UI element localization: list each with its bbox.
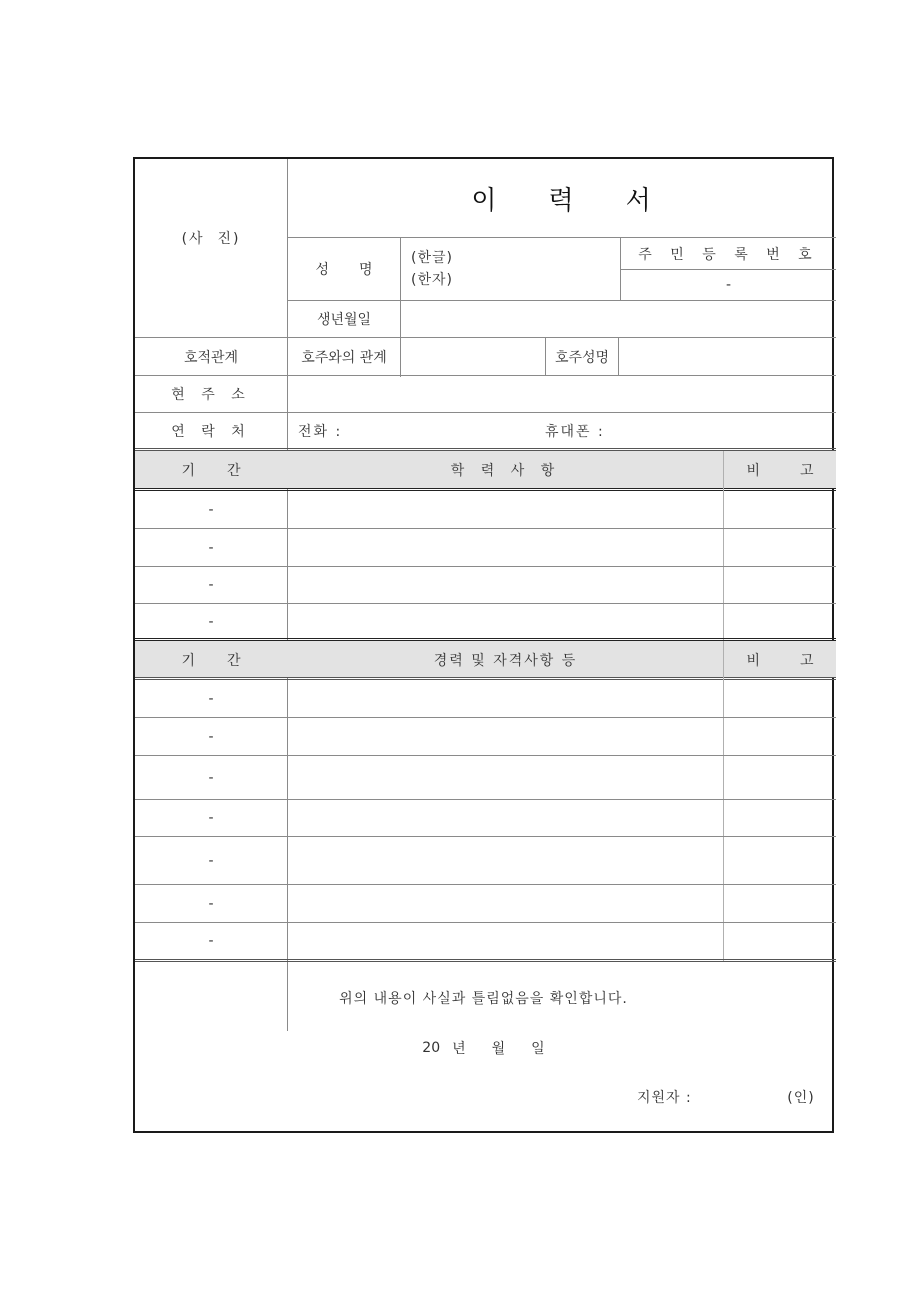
- career-row-4-period[interactable]: -: [208, 810, 214, 826]
- career-row-1-period[interactable]: -: [208, 690, 214, 707]
- name-hangul-label: (한글): [411, 250, 453, 266]
- career-row-1-content[interactable]: [288, 680, 723, 717]
- career-period-header: 기 간: [181, 652, 241, 669]
- seal-label: (인): [787, 1090, 815, 1106]
- career-content-header: 경력 및 자격사항 등: [433, 652, 578, 669]
- photo-label: (사 진): [181, 231, 241, 247]
- career-row-4-note[interactable]: [724, 800, 836, 836]
- career-note-header: 비 고: [746, 652, 814, 669]
- date-line: 20 년 월 일: [422, 1040, 545, 1057]
- career-row-6-period[interactable]: -: [208, 895, 214, 912]
- career-row-7-period[interactable]: -: [208, 933, 214, 949]
- career-row-6-note[interactable]: [724, 885, 836, 922]
- career-row-2-note[interactable]: [724, 718, 836, 755]
- career-row-5-note[interactable]: [724, 837, 836, 884]
- birth-label: 생년월일: [316, 312, 372, 328]
- education-row-4-note[interactable]: [724, 604, 836, 639]
- career-row-2-period[interactable]: -: [208, 728, 214, 745]
- career-row-6-content[interactable]: [288, 885, 723, 922]
- education-row-2-period[interactable]: -: [208, 539, 214, 556]
- career-row-5-content[interactable]: [288, 837, 723, 884]
- education-row-2-note[interactable]: [724, 529, 836, 566]
- education-content-header: 학 력 사 항: [450, 462, 561, 479]
- phone-label: 전화 :: [298, 424, 343, 440]
- mobile-field[interactable]: [535, 413, 836, 449]
- career-row-3-note[interactable]: [724, 756, 836, 799]
- career-row-5-period[interactable]: -: [208, 852, 214, 869]
- relation-label: 호주와의 관계: [301, 349, 387, 366]
- education-note-header: 비 고: [746, 462, 814, 479]
- career-row-3-period[interactable]: -: [208, 769, 214, 786]
- career-row-4-content[interactable]: [288, 800, 723, 836]
- photo-area[interactable]: [135, 159, 287, 337]
- education-row-1-content[interactable]: [288, 491, 723, 528]
- name-field[interactable]: [401, 238, 620, 300]
- head-name-label: 호주성명: [554, 349, 610, 366]
- education-period-header: 기 간: [181, 462, 241, 479]
- applicant-label: 지원자 :: [637, 1090, 692, 1106]
- document-title: 이 력 서: [471, 185, 651, 216]
- education-row-1-period[interactable]: -: [208, 501, 214, 518]
- applicant-name-field[interactable]: [701, 1080, 781, 1114]
- resume-form: [133, 157, 834, 1133]
- address-field[interactable]: [288, 376, 836, 412]
- relation-field[interactable]: [401, 338, 545, 375]
- name-label: 성 명: [315, 262, 373, 278]
- date-year[interactable]: 20: [422, 1040, 441, 1056]
- contact-label: 연 락 처: [171, 424, 251, 440]
- education-row-4-period[interactable]: -: [208, 613, 214, 630]
- name-hanja-label: (한자): [411, 272, 453, 288]
- confirmation-statement: 위의 내용이 사실과 틀림없음을 확인합니다.: [339, 991, 628, 1007]
- education-row-2-content[interactable]: [288, 529, 723, 566]
- career-row-2-content[interactable]: [288, 718, 723, 755]
- career-row-7-note[interactable]: [724, 923, 836, 959]
- education-row-4-content[interactable]: [288, 604, 723, 639]
- mobile-label: 휴대폰 :: [545, 424, 605, 440]
- address-label: 현 주 소: [171, 387, 251, 403]
- resident-no-field[interactable]: -: [725, 277, 732, 293]
- education-row-3-note[interactable]: [724, 567, 836, 603]
- family-label: 호적관계: [183, 349, 239, 366]
- education-row-3-content[interactable]: [288, 567, 723, 603]
- resident-no-label: 주 민 등 록 번 호: [638, 246, 819, 263]
- head-name-field[interactable]: [619, 338, 836, 375]
- career-row-3-content[interactable]: [288, 756, 723, 799]
- phone-field[interactable]: [288, 413, 528, 449]
- education-row-3-period[interactable]: -: [208, 577, 214, 593]
- divider: [135, 959, 836, 962]
- career-row-7-content[interactable]: [288, 923, 723, 959]
- birth-field[interactable]: [401, 301, 836, 337]
- education-row-1-note[interactable]: [724, 491, 836, 528]
- career-row-1-note[interactable]: [724, 680, 836, 717]
